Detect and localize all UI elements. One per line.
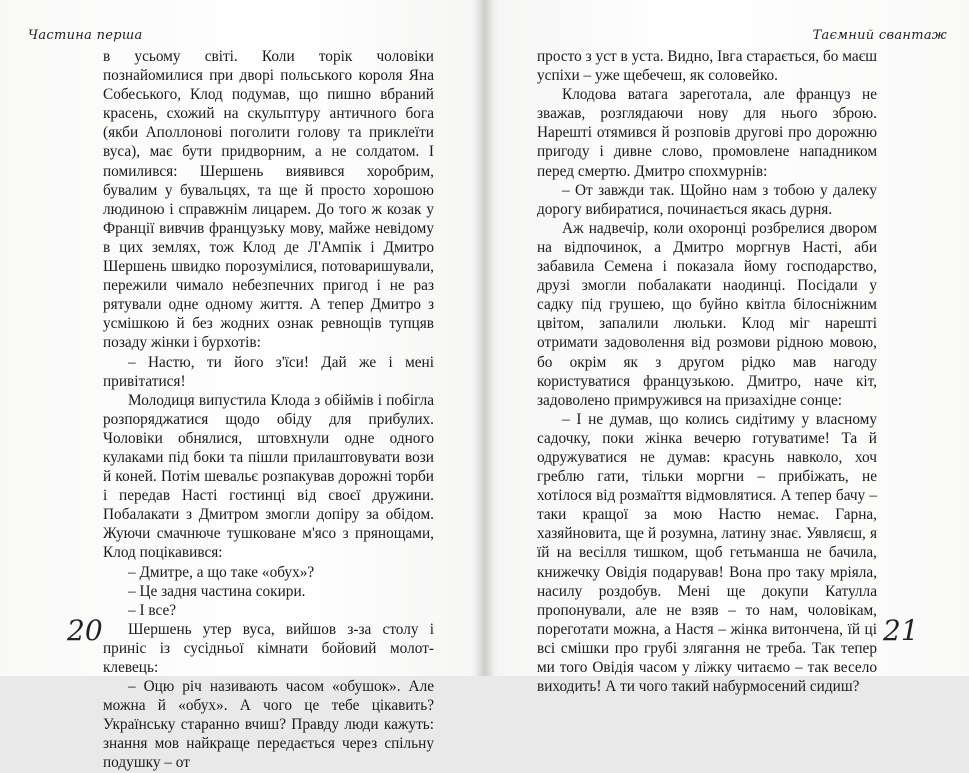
paragraph: – І все?	[128, 601, 177, 619]
paragraph: – От завжди так. Щойно нам з тобою у далеку дорогу вибиратися, починається якась дурня.	[537, 181, 877, 218]
right-page	[485, 0, 969, 696]
running-head-right: Таємний свантаж	[812, 28, 947, 43]
paragraph: просто з уст в уста. Видно, Івга старається, бо маєш успіхи – уже щебечеш, як соловейко.	[537, 48, 877, 85]
paragraph: в усьому світі. Коли торік чоловіки познайомилися при дворі польського короля Яна Собеського, Клод подумав, що пишно вбраний красень, схожий на скульптуру античного бога (якби Аполлонові поголити голову та приклеїти вуса), має бути придворним, а не солдатом. І помилився: Шершень виявився хоробрим, бувалим у бувальцях, та ще й просто хорошою людиною і справжнім лицарем. До того ж козак у Франції вивчив французьку мову, майже невідому в цих землях, тож Клод де Л'Ампік і Дмитро Шершень швидко порозумілися, потоваришували, пережили чимало небезпечних пригод і не раз рятували одне одному життя. А тепер Дмитро з усмішкою й без жодних ознак ревнощів тупцяв позаду жінки і бурхотів:	[103, 48, 434, 352]
paragraph: Молодиця випустила Клода з обіймів і побігла розпоряджатися щодо обіду для прибулих. Чоловіки обнялися, штовхнули одне одного кулаками під боки та пішли прилаштовувати вози й коней. Потім шевальє розпакував дорожні торби і передав Насті гостинці від своєї дружини. Побалакати з Дмитром змогли допіру за обідом. Жуючи смачнюче тушковане м'ясо з прянощами, Клод поцікавився:	[103, 391, 434, 562]
left-page	[0, 0, 484, 772]
paragraph: – Дмитре, а що таке «обух»?	[128, 563, 315, 581]
left-page-text	[103, 47, 434, 773]
right-page-text	[537, 47, 877, 696]
paragraph: – Це задня частина сокири.	[128, 582, 306, 600]
paragraph: Аж надвечір, коли охоронці розбрелися двором на відпочинок, а Дмитро моргнув Насті, аби забавила Семена і показала йому господарство, друзі змогли побалакати наодинці. Посідали у садку під грушею, що буйно квітла білосніжним цвітом, запалили люльки. Клод міг нарешті отримати задоволення від розмови рідною мовою, бо окрім як з другом рідко мав нагоду користуватися французькою. Дмитро, наче кіт, задоволено примружився на призахідне сонце:	[537, 219, 877, 409]
paragraph: – Настю, ти його з'їси! Дай же і мені привітатися!	[103, 353, 434, 390]
page-number-right: 21	[883, 614, 919, 647]
paragraph: – І не думав, що колись сидітиму у власному садочку, поки жінка вечерю готуватиме! Та й одружуватися не думав: красунь навколо, хоч греблю гати, тільки моргни – прибіжать, не хотілося від розмаїття відмовлятися. А тепер бачу – таки кращої за мою Настю немає. Гарна, хазяйновита, ще й розумна, латину знає. Уявляєш, я їй на весілля тишком, щоб гетьманша не бачила, книжечку Овідія подарував! Вона про таку мріяла, насилу роздобув. Мені ще докупи Катулла пропонували, але не взяв – то нам, чоловікам, пореготати можна, а Настя – жінка витончена, їй ці всі смішки про грубі злягання не треба. Так тепер ми того Овідія часом у ліжку читаємо – так весело виходить! А ти чого такий набурмосений сидиш?	[537, 410, 877, 696]
paragraph: Шершень утер вуса, вийшов з-за столу і приніс із сусідньої кімнати бойовий молот-клевець:	[103, 620, 434, 676]
running-head-left: Частина перша	[28, 28, 143, 43]
paragraph: – Оцю річ називають часом «обушок». Але можна й «обух». А чого це тебе цікавить? Українську старанно вчиш? Правду люди кажуть: знання мов найкраще передається через спільну подушку – от	[103, 678, 434, 772]
paragraph: Клодова ватага зареготала, але француз не зважав, розглядаючи нову для нього зброю. Нарешті отямився й розповів другові про дорожню пригоду і дивне слово, промовлене нападником перед смертю. Дмитро спохмурнів:	[537, 86, 877, 180]
page-number-left: 20	[67, 614, 103, 647]
